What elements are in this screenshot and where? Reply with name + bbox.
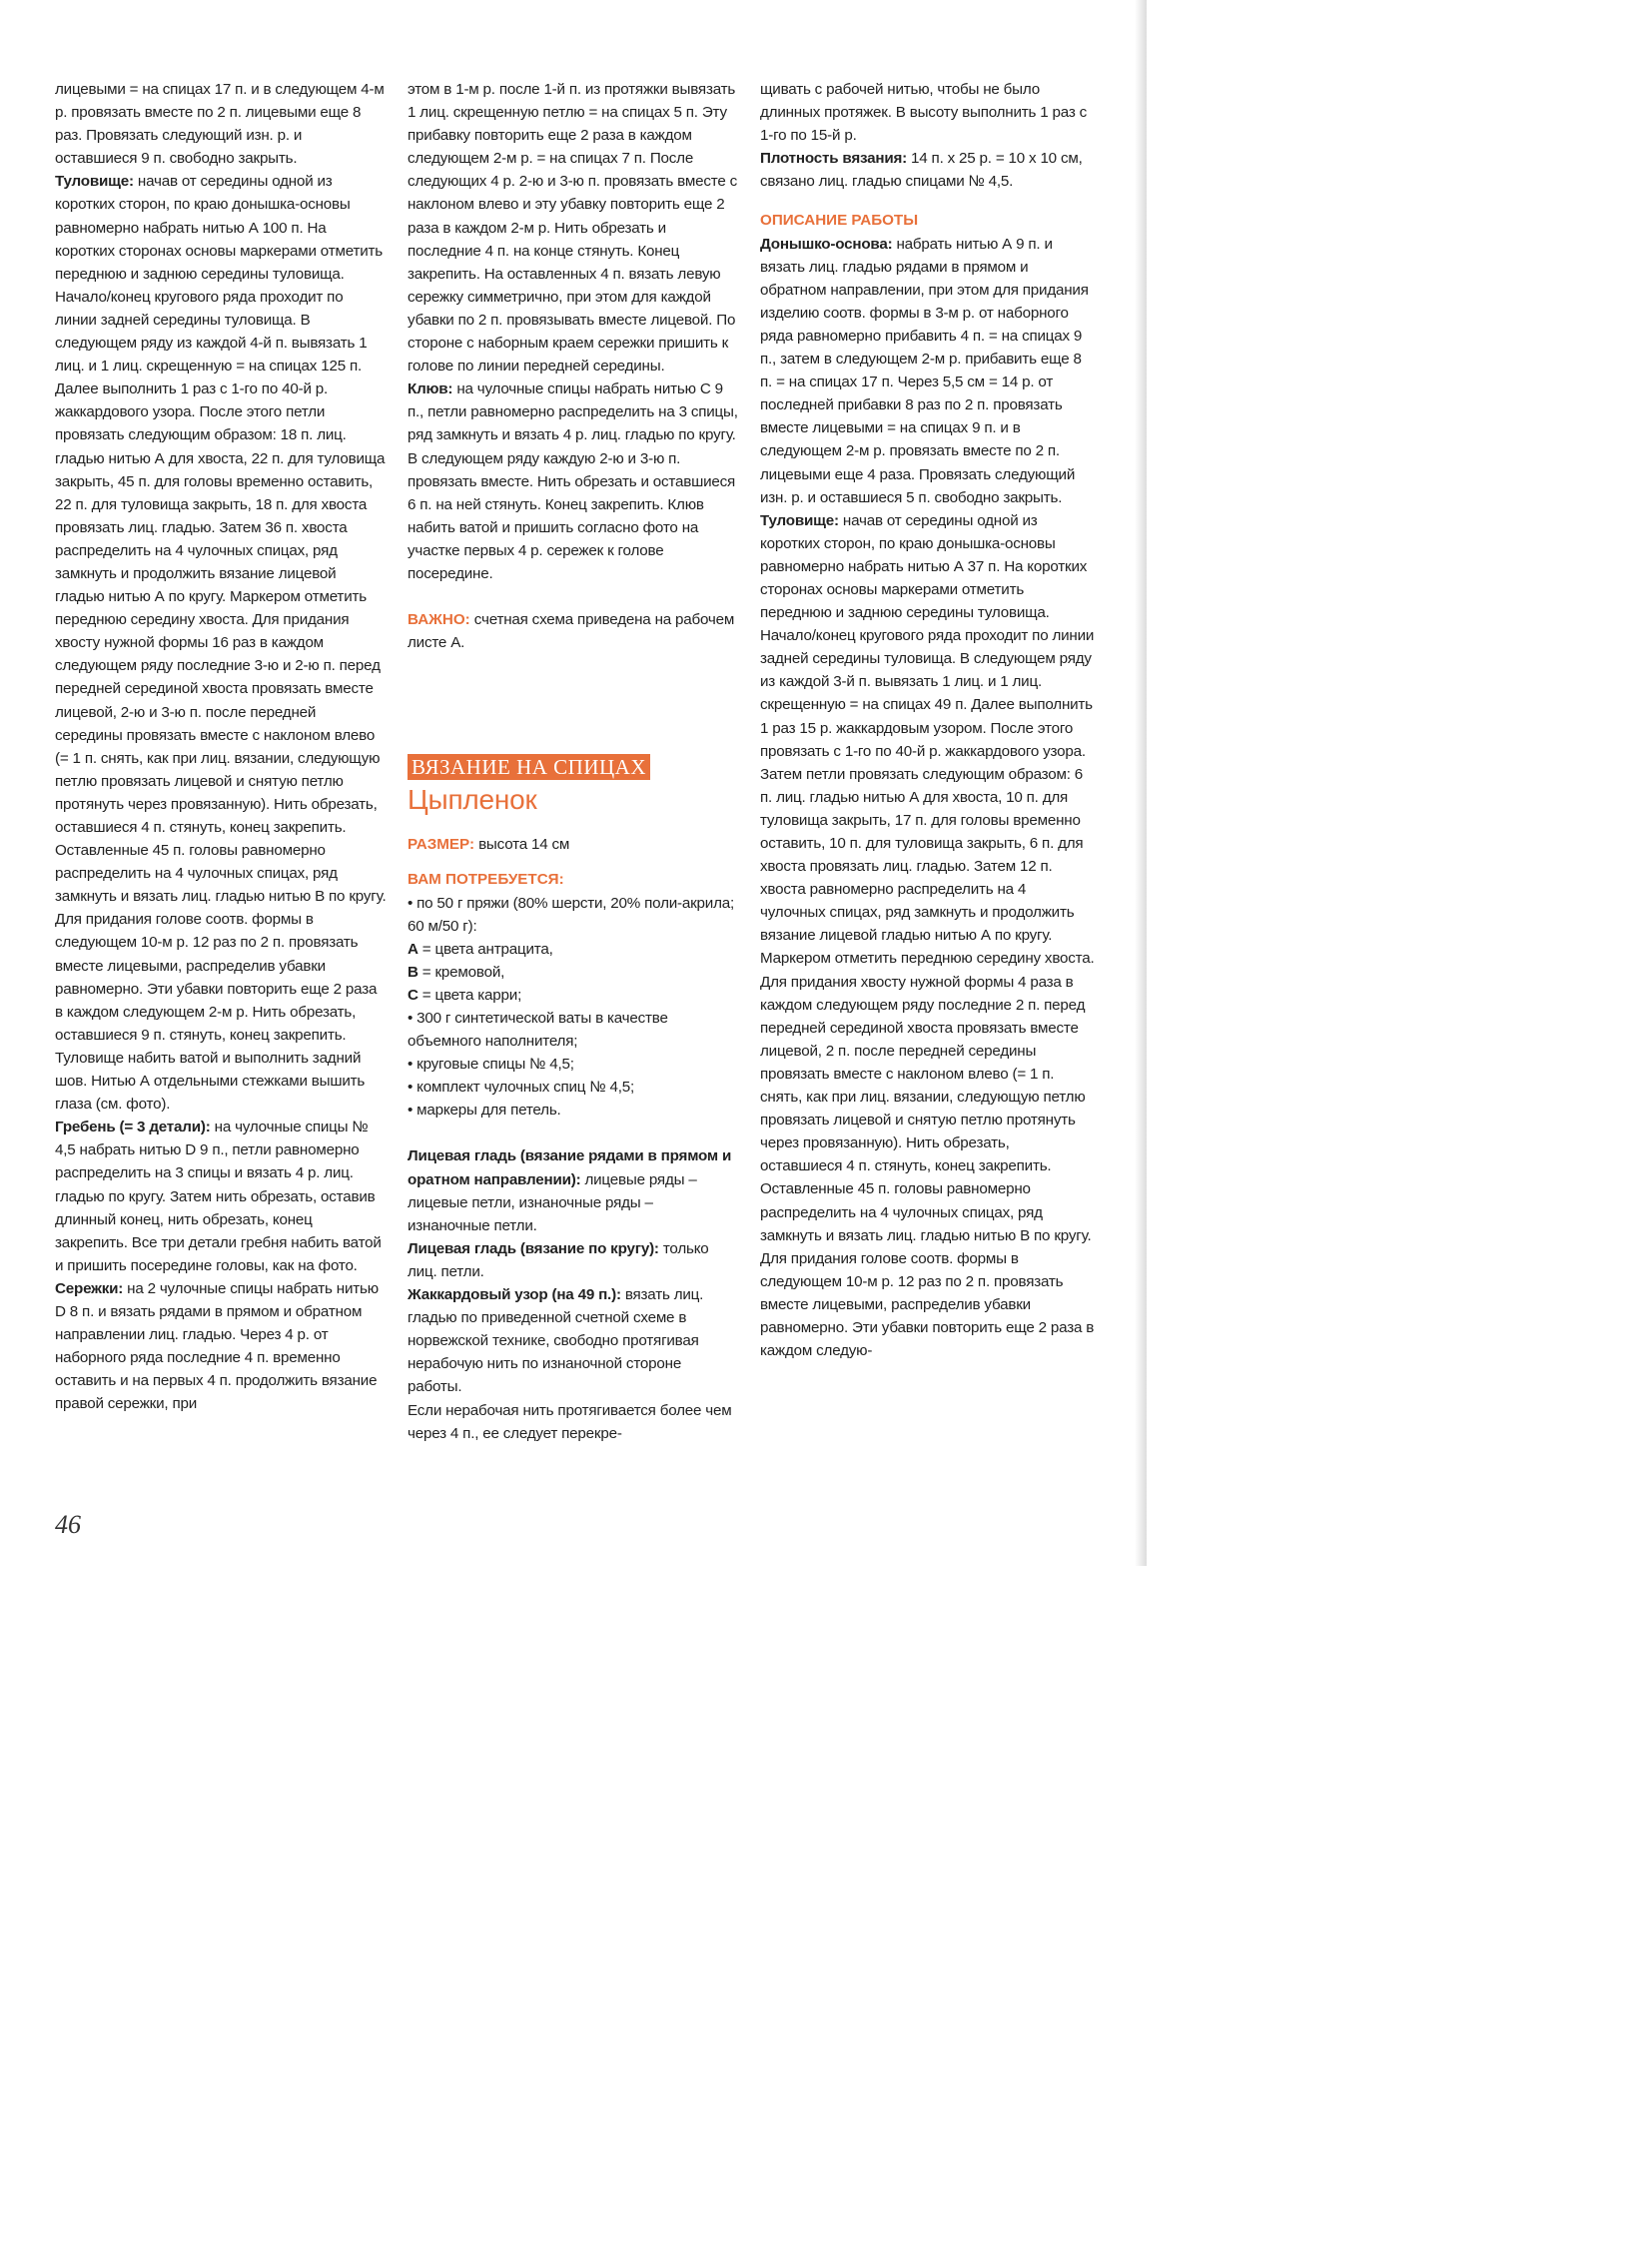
- stockinette-round-text: только лиц. петли.: [408, 1239, 709, 1280]
- materials-label: ВАМ ПОТРЕБУЕТСЯ:: [408, 871, 564, 889]
- color-c-line: [408, 984, 739, 1007]
- text-column-1: [55, 78, 387, 1415]
- torso-label: Туловище:: [55, 173, 134, 191]
- stockinette-rows-paragraph: [408, 1144, 739, 1236]
- color-b-line: [408, 961, 739, 984]
- torso-text: начав от середины одной из коротких сторон, по краю донышка-основы равномерно набрать нитью А 100 п. На коротких сторонах основы маркерами отметить переднюю и заднюю середины туловища. Начало/конец кругового ряда проходит по линии задней середины туловища. В следующем ряду из каждой 4-й п. вывязать 1 лиц. и 1 лиц. скрещенную = на спицах 125 п. Далее выполнить 1 раз с 1-го по 40-й р. жаккардового узора. После этого петли провязать следующим образом: 18 п. лиц. гладью нитью А для хвоста, 22 п. для туловища закрыть, 45 п. для головы временно оставить, 22 п. для туловища закрыть, 18 п. для хвоста провязать лиц. гладью. Затем 36 п. хвоста распределить на 4 чулочных спицах, ряд замкнуть и продолжить вязание лицевой гладью нитью А по кругу. Маркером отметить переднюю середину хвоста. Для придания хвосту нужной формы 16 раз в каждом следующем ряду последние 3-ю и 2-ю п. перед передней серединой хвоста провязать вместе лицевой, 2-ю и 3-ю п. после передней середины провязать вместе с наклоном влево (= 1 п. снять, как при лиц. вязании, следующую петлю провязать лицевой и снятую петлю протянуть через провязанную). Нить обрезать, оставшиеся 4 п. стянуть, конец закрепить. Оставленные 45 п. головы равномерно распределить на 4 чулочных спицах, ряд замкнуть и вязать лиц. гладью нитью В по кругу. Для придания голове соотв. формы в следующем 10-м р. 12 раз по 2 п. провязать вместе лицевыми, распределив убавки равномерно. Эти убавки повторить еще 2 раза в каждом следующем 2-м р. Нить обрезать, оставшиеся 9 п. стянуть, конец закрепить.: [55, 173, 387, 1044]
- color-c-key: С: [408, 986, 418, 1004]
- jacquard-text: вязать лиц. гладью по приведенной счетной схеме в норвежской технике, свободно протягивая нерабочую нить по изнаночной стороне работы.: [408, 1286, 704, 1396]
- important-text: счетная схема приведена на рабочем листе А.: [408, 611, 735, 652]
- base-text: набрать нитью А 9 п. и вязать лиц. гладью рядами в прямом и обратном направлении, при этом для придания изделию соотв. формы в 3-м р. от наборного ряда равномерно прибавить 4 п. = на спицах 9 п., затем в следующем 2-м р. прибавить еще 8 п. = на спицах 17 п. Через 5,5 см = 14 р. от последней прибавки 8 раз по 2 п. провязать вместе лицевыми = на спицах 9 п. и в следующем 2-м р. провязать вместе по 2 п. лицевыми еще 4 раза. Провязать следующий изн. р. и оставшиеся 5 п. свободно закрыть.: [760, 235, 1089, 506]
- col3-intro-paragraph: щивать с рабочей нитью, чтобы не было длинных протяжек. В высоту выполнить 1 раз с 1-го по 15-й р.: [760, 81, 1088, 145]
- density-label: Плотность вязания:: [760, 150, 908, 168]
- stockinette-round-label: Лицевая гладь (вязание по кругу):: [408, 1239, 659, 1257]
- color-a-line: [408, 938, 739, 961]
- spacer: [408, 817, 739, 833]
- spacer: [760, 193, 1095, 209]
- stockinette-rows-label: Лицевая гладь (вязание рядами в прямом и оратном направлении):: [408, 1147, 732, 1188]
- materials-circular-needles: • круговые спицы № 4,5;: [408, 1056, 574, 1074]
- materials-filler: • 300 г синтетической ваты в качестве объемного наполнителя;: [408, 1010, 668, 1051]
- materials-dpn-set: • комплект чулочных спиц № 4,5;: [408, 1079, 634, 1097]
- spacer: [408, 585, 739, 608]
- stockinette-round-paragraph: [408, 1237, 739, 1283]
- size-text: высота 14 см: [474, 836, 570, 854]
- base-paragraph: [760, 233, 1095, 509]
- col3-torso-text: начав от середины одной из коротких сторон, по краю донышка-основы равномерно набрать нитью А 37 п. На коротких сторонах основы маркерами отметить переднюю и заднюю середины туловища. Начало/конец кругового ряда проходит по линии задней середины туловища. В следующем ряду из каждой 3-й п. вывязать 1 лиц. и 1 лиц. скрещенную = на спицах 49 п. Далее выполнить 1 раз 15 р. жаккардовым узором. После этого провязать с 1-го по 40-й р. жаккардового узора. Затем петли провязать следующим образом: 6 п. лиц. гладью нитью А для хвоста, 10 п. для туловища закрыть, 17 п. для головы временно оставить, 10 п. для туловища закрыть, 6 п. для хвоста провязать лиц. гладью. Затем 12 п. хвоста равномерно распределить на 4 чулочных спицах, ряд замкнуть и продолжить вязание лицевой гладью нитью А по кругу. Маркером отметить переднюю середину хвоста. Для придания хвосту нужной формы 4 раза в каждом следующем ряду последние 2 п. перед передней серединой хвоста провязать вместе лицевой, 2 п. после передней середины провязать вместе с наклоном влево (= 1 п. снять, как при лиц. вязании, следующую петлю провязать лицевой и снятую петлю протянуть через провязанную). Нить обрезать, оставшиеся 4 п. стянуть, конец закрепить. Оставленные 45 п. головы равномерно распределить на 4 чулочных спицах, ряд замкнуть и вязать лиц. гладью нитью В по кругу. Для придания голове соотв. формы в следующем 10-м р. 12 раз по 2 п. провязать вместе лицевыми, распределив убавки равномерно. Эти убавки повторить еще 2 раза в каждом следую-: [760, 511, 1095, 1360]
- earrings-label: Сережки:: [55, 1279, 124, 1297]
- work-description-header: ОПИСАНИЕ РАБОТЫ: [760, 212, 919, 230]
- col2-beak-paragraph: [408, 377, 739, 585]
- text-column-3: [760, 78, 1095, 1362]
- materials-markers: • маркеры для петель.: [408, 1102, 561, 1120]
- comb-label: Гребень (= 3 детали):: [55, 1119, 211, 1136]
- size-label: РАЗМЕР:: [408, 836, 475, 854]
- beak-label: Клюв:: [408, 380, 453, 398]
- important-note: [408, 608, 739, 654]
- page-edge-shadow: [1135, 0, 1147, 1566]
- color-b-key: В: [408, 963, 418, 981]
- base-label: Донышко-основа:: [760, 235, 893, 253]
- stockinette-rows-text: лицевые ряды – лицевые петли, изнаночные ряды – изнаночные петли.: [408, 1170, 697, 1234]
- col3-torso-paragraph: [760, 509, 1095, 1362]
- color-c-text: = цвета карри;: [417, 986, 522, 1004]
- col1-intro-paragraph: лицевыми = на спицах 17 п. и в следующем 4-м р. провязать вместе по 2 п. лицевыми еще 8 раз. Провязать следующий изн. р. и оставшиеся 9 п. свободно закрыть.: [55, 81, 385, 168]
- col1-torso-finish-paragraph: Туловище набить ватой и выполнить задний шов. Нитью А отдельными стежками вышить глаза (см. фото).: [55, 1049, 366, 1114]
- materials-yarn: • по 50 г пряжи (80% шерсти, 20% поли-акрила; 60 м/50 г):: [408, 894, 735, 935]
- density-text: 14 п. x 25 р. = 10 x 10 см, связано лиц. гладью спицами № 4,5.: [760, 150, 1083, 191]
- text-column-2: [408, 78, 739, 1445]
- col1-torso-paragraph: [55, 170, 387, 1047]
- color-a-key: А: [408, 940, 418, 958]
- spacer: [408, 856, 739, 868]
- jacquard-paragraph: [408, 1283, 739, 1398]
- density-paragraph: [760, 147, 1095, 193]
- page-number: 46: [55, 1510, 81, 1539]
- col1-earrings-paragraph: [55, 1277, 387, 1416]
- section-label: ВЯЗАНИЕ НА СПИЦАХ: [408, 754, 650, 780]
- col1-comb-paragraph: [55, 1116, 387, 1277]
- earrings-text: на 2 чулочные спицы набрать нитью D 8 п. и вязать рядами в прямом и обратном направлении лиц. гладью. Через 4 р. от наборного ряда последние 4 п. временно оставить и на первых 4 п. продолжить вязание правой сережки, при: [55, 1279, 379, 1413]
- beak-text: на чулочные спицы набрать нитью С 9 п., петли равномерно распределить на 3 спицы, ряд замкнуть и вязать 4 р. лиц. гладью по кругу. В следующем ряду каждую 2-ю и 3-ю п. провязать вместе. Нить обрезать и оставшиеся 6 п. на ней стянуть. Конец закрепить. Клюв набить ватой и пришить согласно фото на участке первых 4 р. сережек к голове посередине.: [408, 380, 738, 582]
- project-title: Цыпленок: [408, 784, 537, 816]
- color-b-text: = кремовой,: [417, 963, 505, 981]
- jacquard-label: Жаккардовый узор (на 49 п.):: [408, 1286, 621, 1304]
- jacquard-note: Если нерабочая нить протягивается более чем через 4 п., ее следует перекре-: [408, 1401, 732, 1442]
- col3-torso-label: Туловище:: [760, 511, 839, 529]
- spacer: [408, 654, 739, 754]
- size-line: [408, 833, 739, 856]
- spacer: [408, 1122, 739, 1144]
- comb-text: на чулочные спицы № 4,5 набрать нитью D 9 п., петли равномерно распределить на 3 спицы и вязать 4 р. лиц. гладью по кругу. Затем нить обрезать, оставив длинный конец, нить обрезать, конец закрепить. Все три детали гребня набить ватой и пришить посередине головы, как на фото.: [55, 1119, 382, 1274]
- col2-intro-paragraph: этом в 1-м р. после 1-й п. из протяжки вывязать 1 лиц. скрещенную петлю = на спицах 5 п. Эту прибавку повторить еще 2 раза в каждом следующем 2-м р. = на спицах 7 п. После следующих 4 р. 2-ю и 3-ю п. провязать вместе с наклоном влево и эту убавку повторить еще 2 раза в каждом 2-м р. Нить обрезать и последние 4 п. на конце стянуть. Конец закрепить. На оставленных 4 п. вязать левую сережку симметрично, при этом для каждой убавки по 2 п. провязывать вместе лицевой. По стороне с наборным краем сережки пришить к голове по линии передней середины.: [408, 81, 737, 376]
- important-label: ВАЖНО:: [408, 611, 470, 629]
- color-a-text: = цвета антрацита,: [417, 940, 553, 958]
